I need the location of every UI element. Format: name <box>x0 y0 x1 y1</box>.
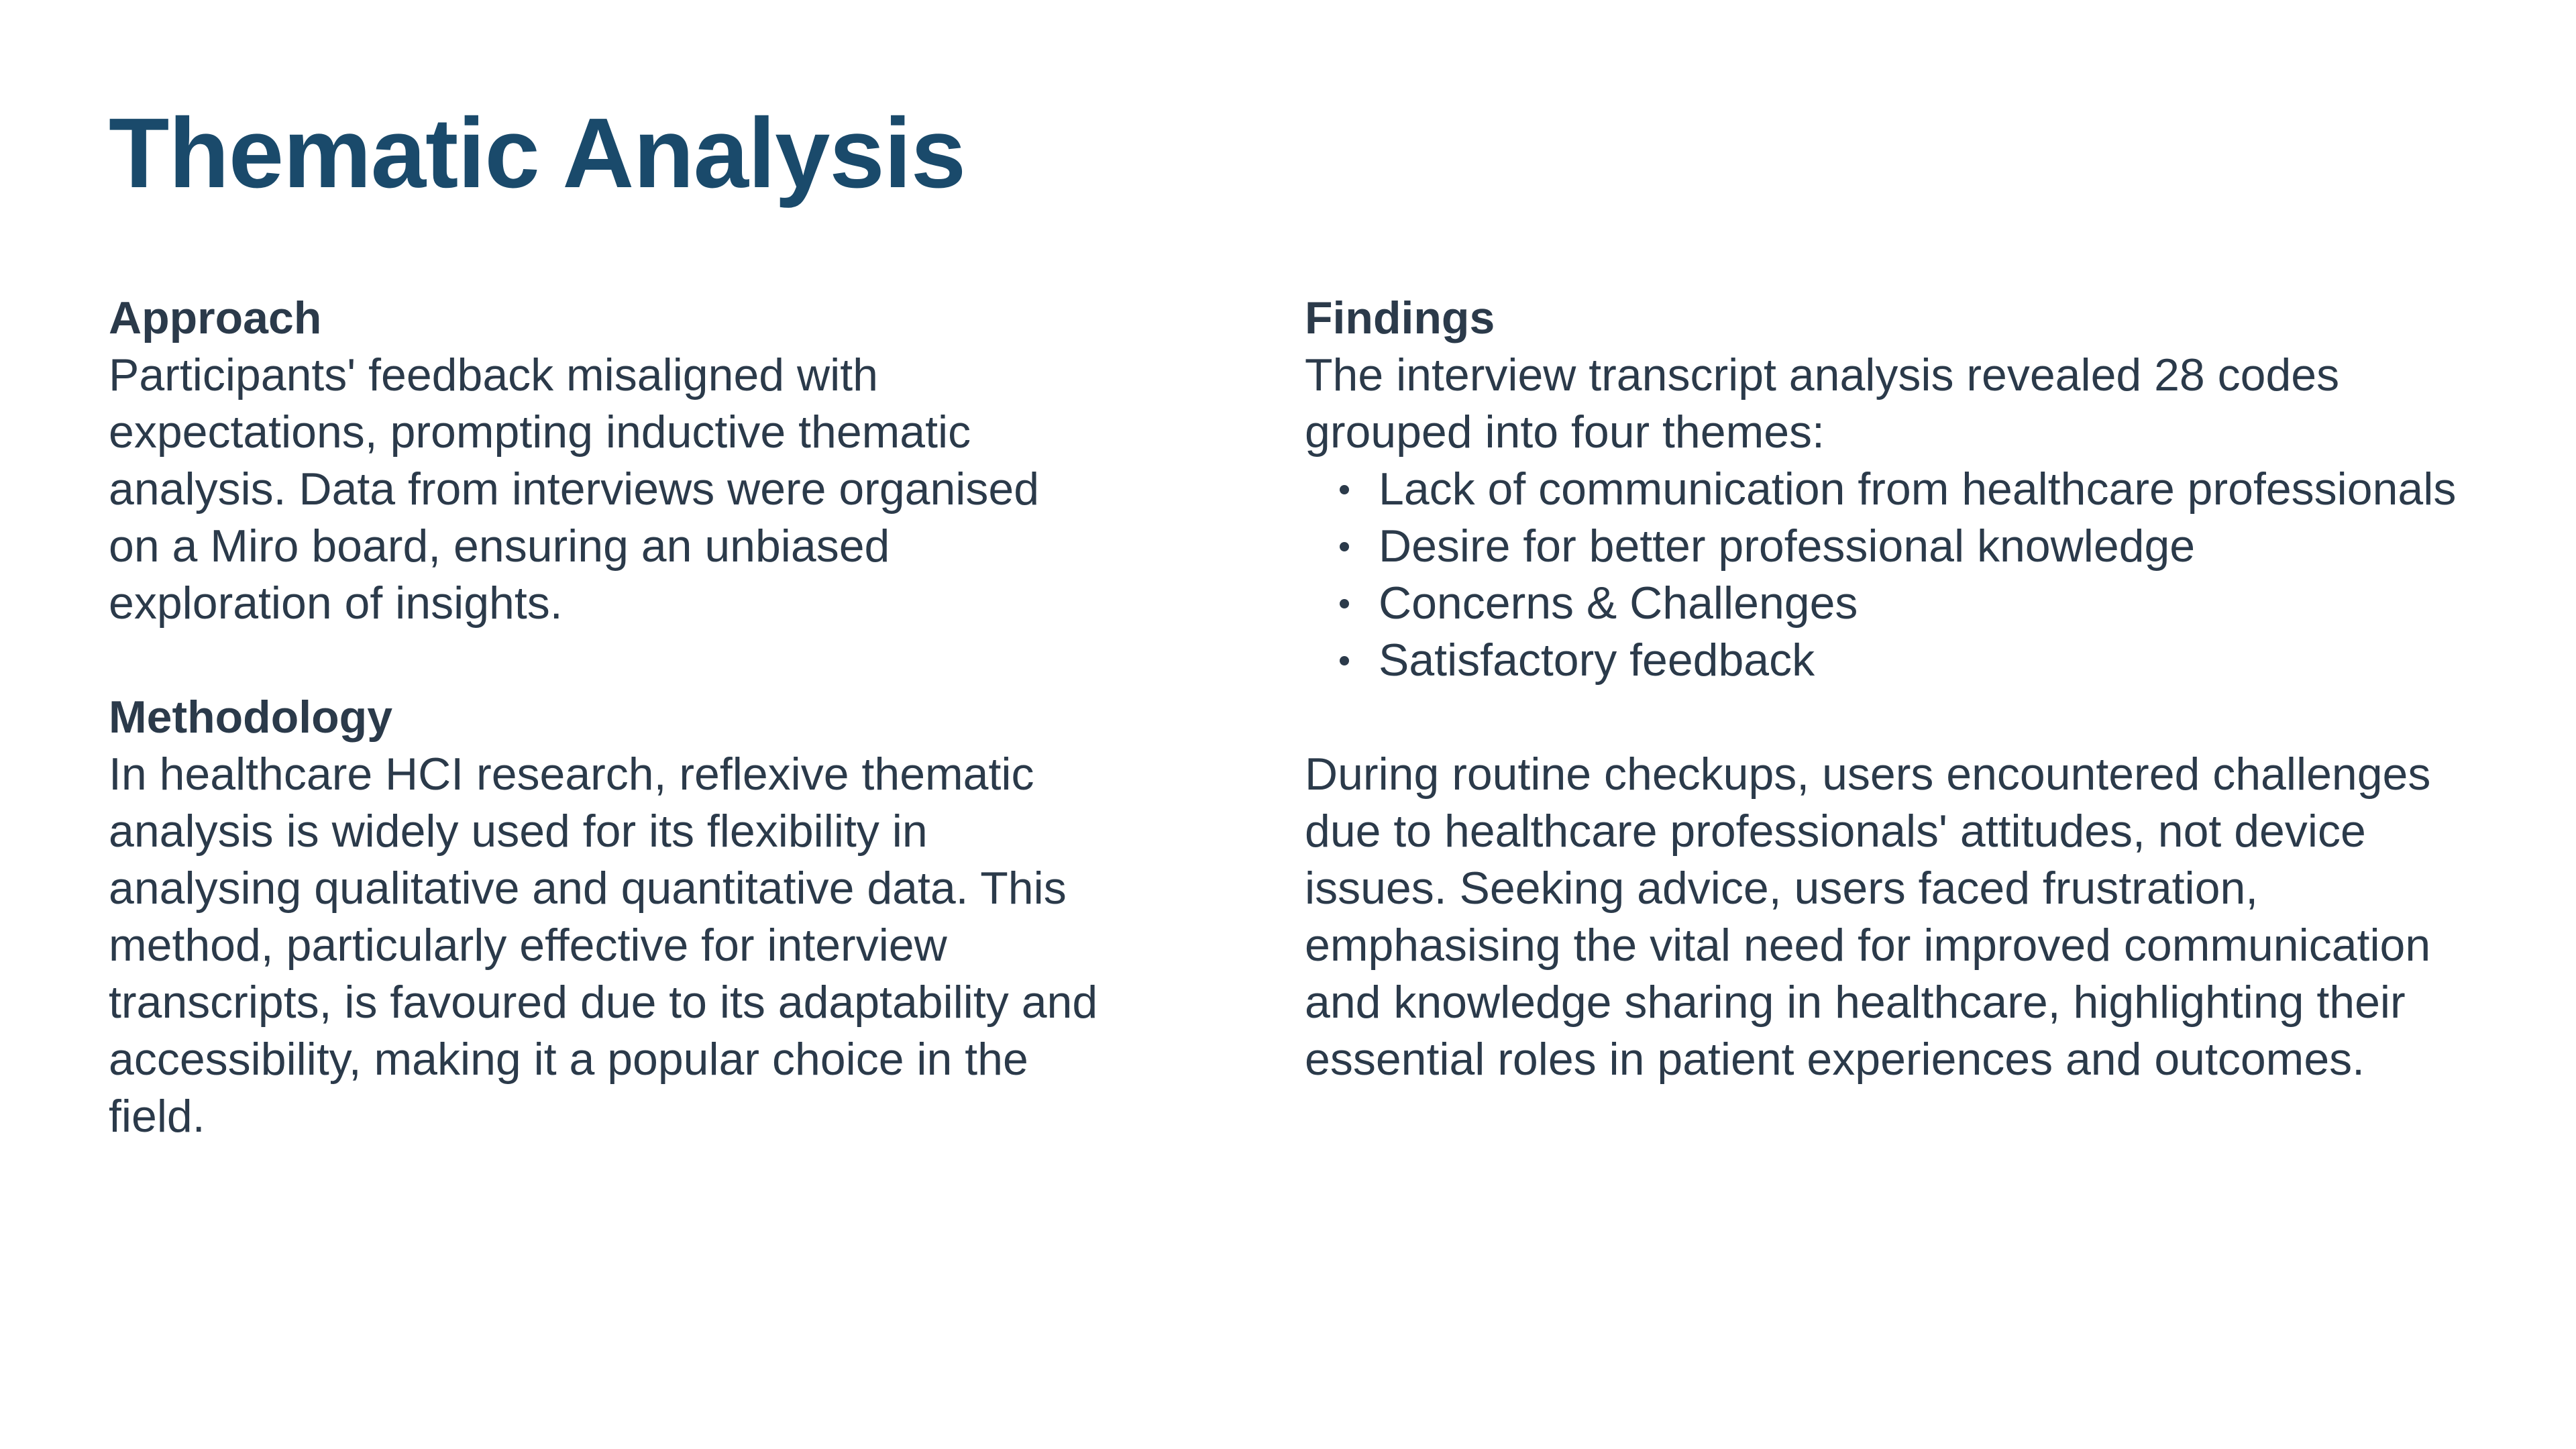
findings-heading: Findings <box>1305 292 1495 343</box>
methodology-heading: Methodology <box>109 692 393 743</box>
theme-item: Satisfactory feedback <box>1379 632 2459 689</box>
findings-section <box>1305 290 2459 1088</box>
methodology-section <box>109 689 1102 1145</box>
approach-text: Participants' feedback misaligned with expectations, prompting inductive thematic analysis. Data from interviews were organised on a Miro board, ensuring an unbiased exploration of insights. <box>109 350 1040 629</box>
page-title: Thematic Analysis <box>109 98 966 209</box>
right-column <box>1305 290 2459 1088</box>
methodology-text: In healthcare HCI research, reflexive thematic analysis is widely used for its flexibility in analysing qualitative and quantitative data. This method, particularly effective for interview transcripts, is favoured due to its adaptability and accessibility, making it a popular choice in the field. <box>109 749 1098 1142</box>
theme-item: Desire for better professional knowledge <box>1379 518 2459 575</box>
approach-heading: Approach <box>109 292 322 343</box>
theme-item: Lack of communication from healthcare professionals <box>1379 461 2459 518</box>
section-spacer <box>109 632 1102 689</box>
themes-list <box>1305 461 2459 689</box>
findings-intro: The interview transcript analysis revealed 28 codes grouped into four themes: <box>1305 350 2340 458</box>
theme-item: Concerns & Challenges <box>1379 575 2459 632</box>
left-column <box>109 290 1102 1145</box>
approach-section <box>109 290 1102 632</box>
section-spacer <box>1305 689 2459 746</box>
findings-summary: During routine checkups, users encountered challenges due to healthcare professionals' attitudes, not device issues. Seeking advice, users faced frustration, emphasising the vital need for improved communication and knowledge sharing in healthcare, highlighting their essential roles in patient experiences and outcomes. <box>1305 749 2431 1085</box>
